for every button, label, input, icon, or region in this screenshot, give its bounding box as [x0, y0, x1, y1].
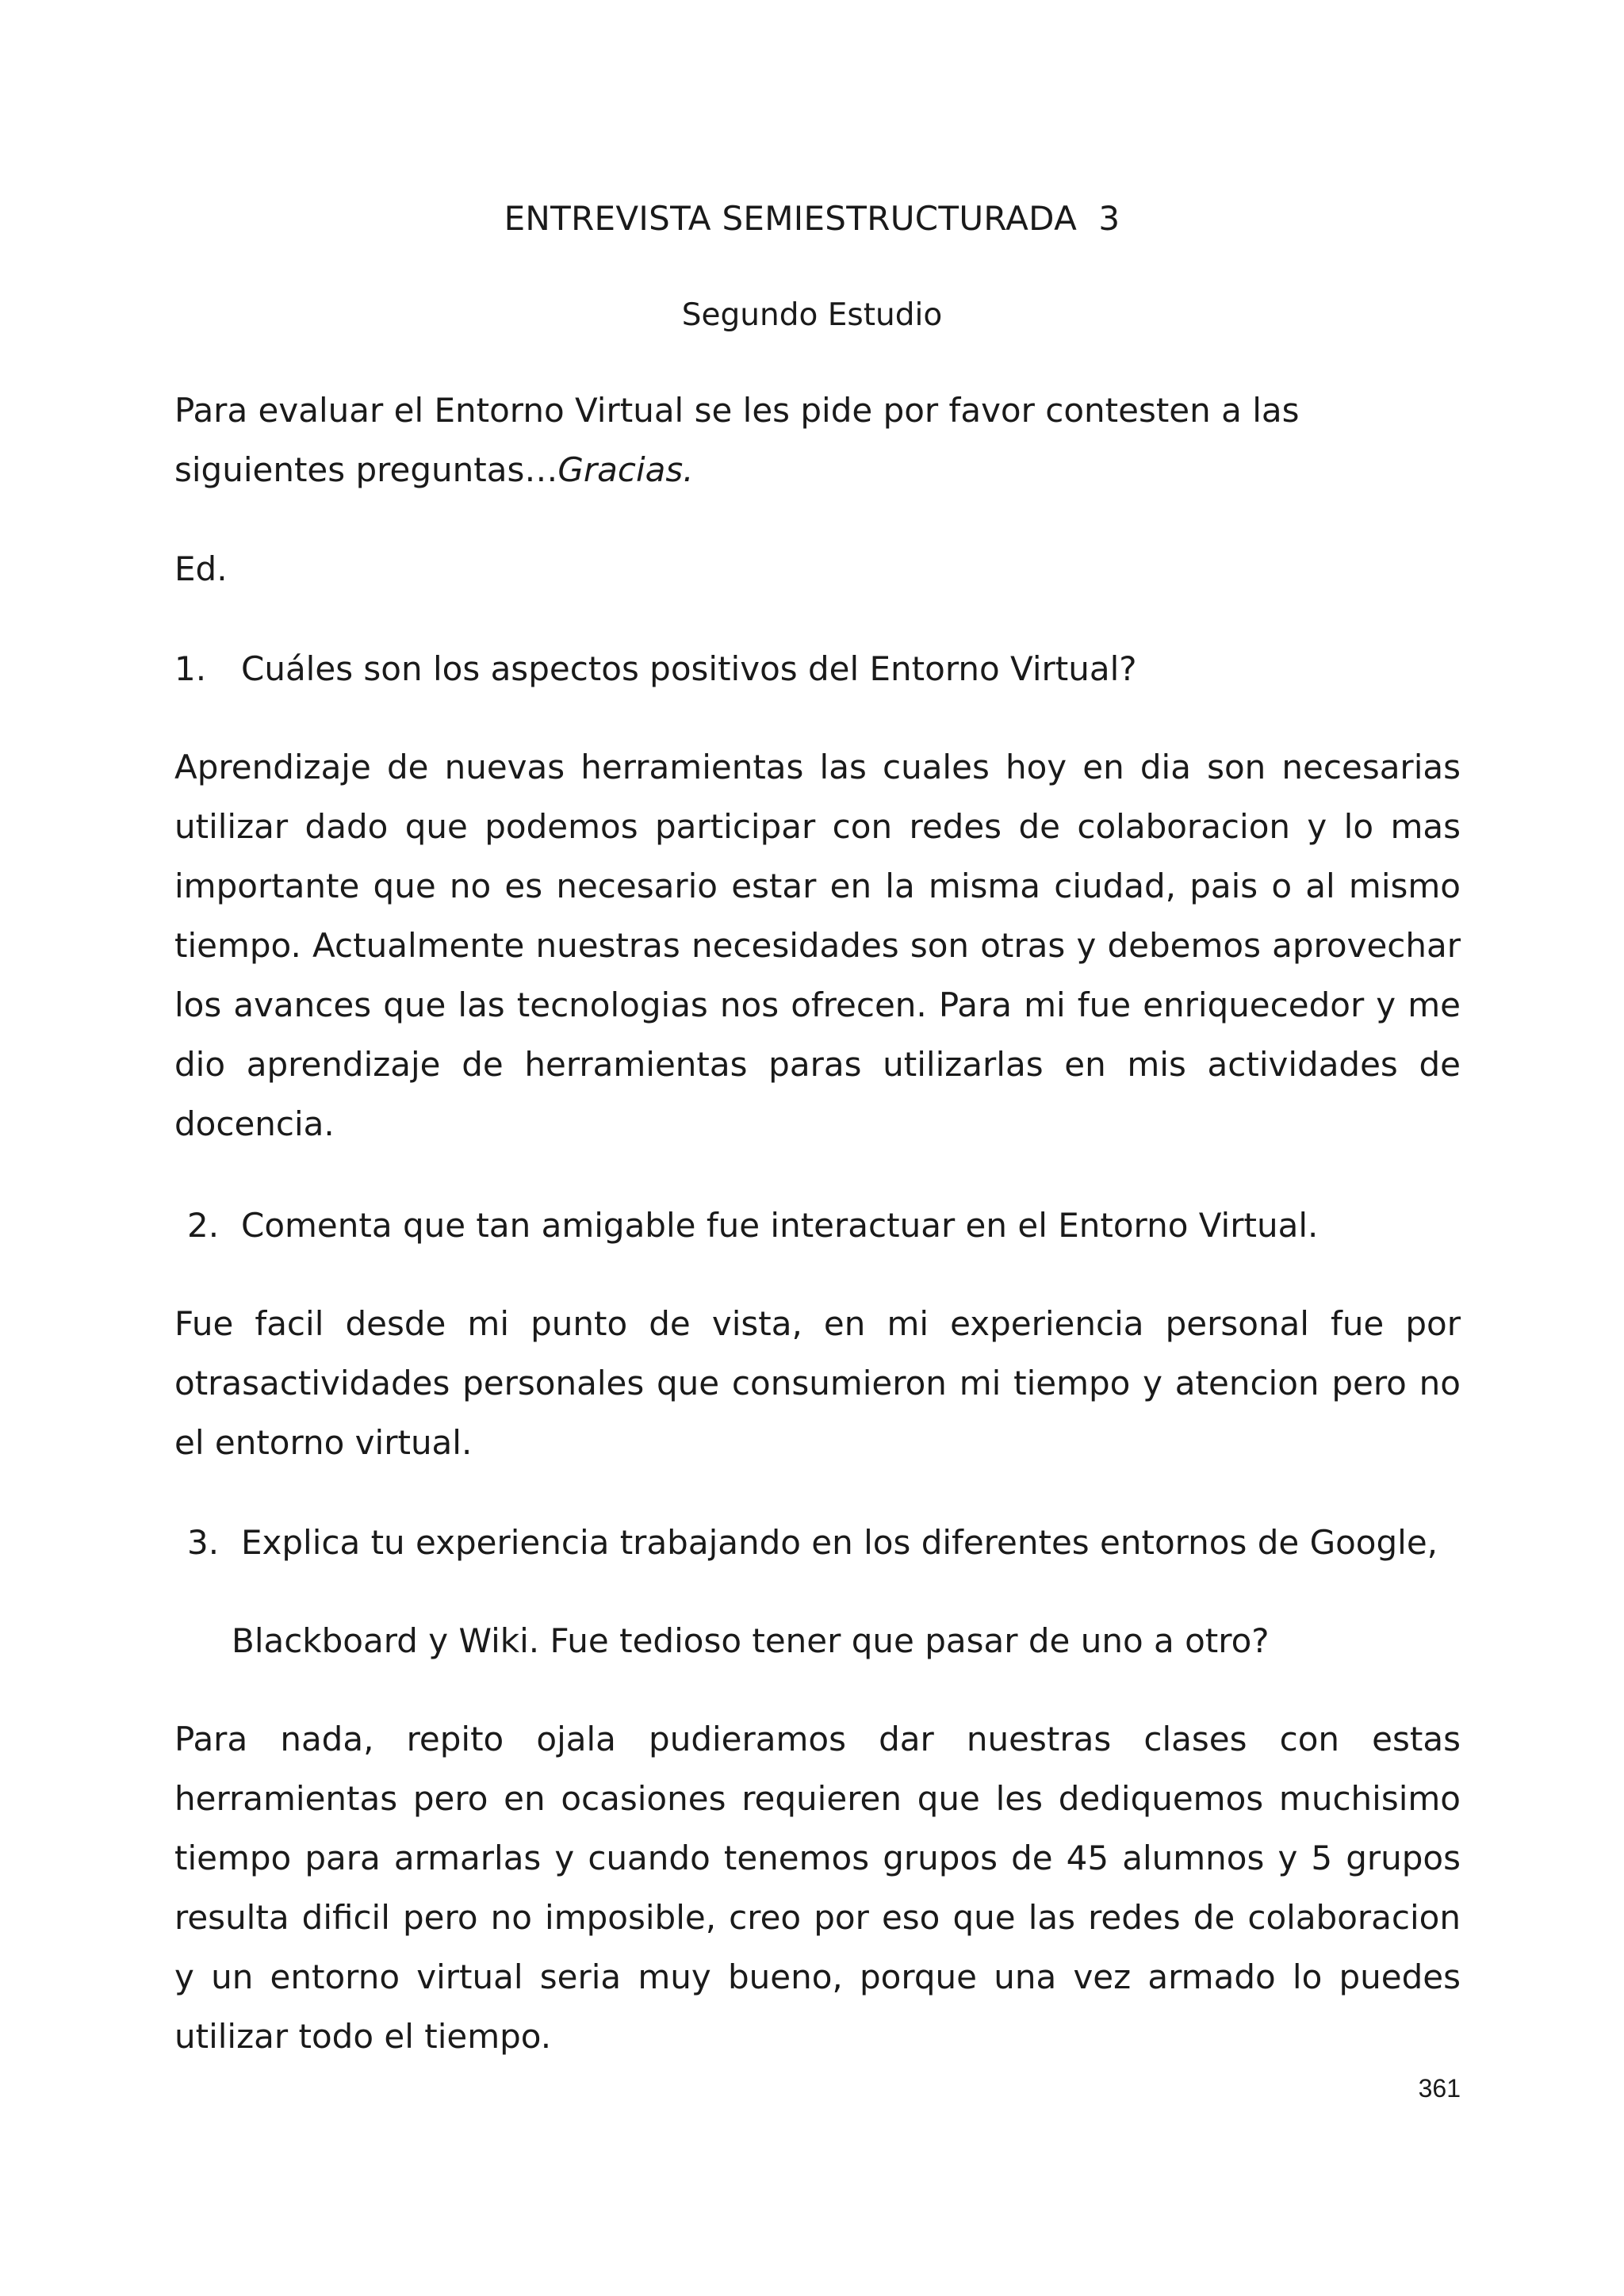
question-2-text: Comenta que tan amigable fue interactuar en el Entorno Virtual.	[241, 1206, 1319, 1245]
page-number: 361	[1418, 2074, 1461, 2103]
intro-paragraph	[174, 381, 1461, 499]
question-3-continued: Blackboard y Wiki. Fue tedioso tener que pasar de uno a otro?	[232, 1621, 1270, 1660]
answer-1: Aprendizaje de nuevas herramientas las cuales hoy en dia son necesarias utilizar dado que podemos participar con redes de colaboracion y lo mas importante que no es necesario estar en la misma ciudad, pais o al mismo tiempo. Actualmente nuestras necesidades son otras y debemos aprovechar los avances que las tecnologias nos ofrecen. Para mi fue enriquecedor y me dio aprendizaje de herramientas paras utilizarlas en mis actividades de docencia.	[174, 748, 1461, 1143]
subtitle-text: Segundo Estudio	[681, 297, 943, 333]
respondent-label: Ed.	[174, 549, 228, 588]
document-title: ENTREVISTA SEMIESTRUCTURADA 3	[504, 199, 1120, 238]
question-1-text: Cuáles son los aspectos positivos del Entorno Virtual?	[241, 649, 1137, 688]
intro-text: Para evaluar el Entorno Virtual se les pide por favor contesten a las siguientes preguntas…	[174, 391, 1300, 489]
question-1	[174, 639, 1461, 698]
question-1-number: 1.	[174, 649, 207, 688]
question-2	[174, 1196, 1461, 1255]
answer-2: Fue facil desde mi punto de vista, en mi experiencia personal fue por otrasactividades personales que consumieron mi tiempo y atencion pero no el entorno virtual.	[174, 1304, 1461, 1462]
question-3-text: Explica tu experiencia trabajando en los diferentes entornos de Google,	[241, 1523, 1438, 1562]
document-subtitle	[0, 295, 1624, 336]
question-3-number: 3.	[187, 1523, 220, 1562]
intro-thanks: Gracias.	[557, 450, 694, 489]
question-2-number: 2.	[187, 1206, 220, 1245]
question-3	[174, 1513, 1461, 1572]
answer-3: Para nada, repito ojala pudieramos dar nuestras clases con estas herramientas pero en ocasiones requieren que les dediquemos muchisimo tiempo para armarlas y cuando tenemos grupos de 45 alumnos y 5 grupos resulta dificil pero no imposible, creo por eso que las redes de colaboracion y un entorno virtual seria muy bueno, porque una vez armado lo puedes utilizar todo el tiempo.	[174, 1720, 1461, 2056]
